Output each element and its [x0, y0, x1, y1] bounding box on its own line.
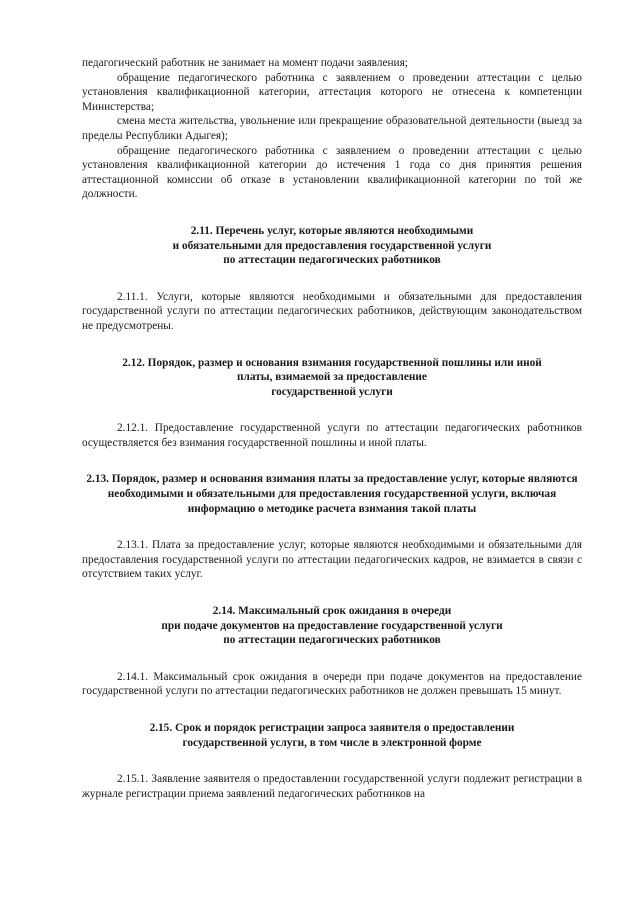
paragraph: 2.13.1. Плата за предоставление услуг, которые являются необходимыми и обязательными для предоставления государственной услуги по аттестации педагогических кадров, не взимается в связи с отсутствием таких услуг.	[82, 539, 582, 581]
paragraph: 2.11.1. Услуги, которые являются необходимыми и обязательными для предоставления государственной услуги по аттестации педагогических работников, действующим законодательством не предусмотрены.	[82, 290, 582, 332]
section-heading-2-14: 2.14. Максимальный срок ожидания в очереди при подаче документов на предоставление государственной услуги по аттестации педагогических работников	[161, 605, 503, 647]
paragraph: 2.14.1. Максимальный срок ожидания в очереди при подаче документов на предоставление государственной услуги по аттестации педагогических работников не должен превышать 15 минут.	[82, 670, 582, 698]
section-heading-2-13: 2.13. Порядок, размер и основания взимания платы за предоставление услуг, которые являются необходимыми и обязательными для предоставления государственной услуги, включая информацию о методике расчета взимания такой платы	[86, 473, 578, 515]
section-heading-2-12: 2.12. Порядок, размер и основания взимания государственной пошлины или иной платы, взимаемой за предоставление государственной услуги	[122, 356, 542, 398]
paragraph: 2.15.1. Заявление заявителя о предоставлении государственной услуги подлежит регистрации в журнале регистрации приема заявлений педагогических работников на	[82, 773, 582, 800]
section-heading-2-15: 2.15. Срок и порядок регистрации запроса заявителя о предоставлении государственной услуги, в том числе в электронной форме	[149, 722, 515, 749]
section-heading-2-11: 2.11. Перечень услуг, которые являются необходимыми и обязательными для предоставления государственной услуги по аттестации педагогических работников	[172, 224, 492, 267]
paragraph: обращение педагогического работника с заявлением о проведении аттестации с целью установления квалификационной категории до истечения 1 года со дня принятия решения аттестационной комиссии об отказе в установлении квалификационной категории по той же должности.	[82, 144, 582, 201]
paragraph: смена места жительства, увольнение или прекращение образовательной деятельности (выезд за пределы Республики Адыгея);	[82, 115, 582, 142]
paragraph: 2.12.1. Предоставление государственной услуги по аттестации педагогических работников осуществляется без взимания государственной пошлины и иной платы.	[82, 422, 582, 449]
document-page	[82, 56, 582, 801]
paragraph: педагогический работник не занимает на момент подачи заявления;	[82, 57, 408, 69]
paragraph: обращение педагогического работника с заявлением о проведении аттестации с целью установления квалификационной категории, аттестация которого не отнесена к компетенции Министерства;	[82, 71, 582, 113]
